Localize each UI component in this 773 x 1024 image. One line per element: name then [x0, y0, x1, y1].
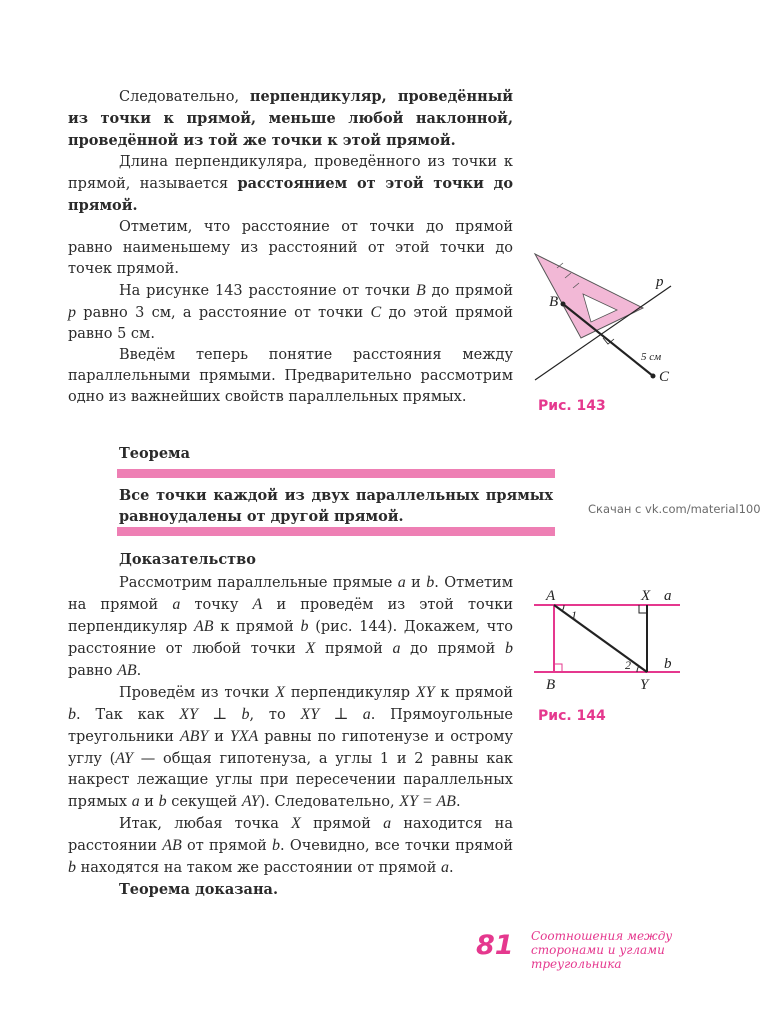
proof-heading: Доказательство — [119, 551, 256, 568]
paragraph-3: Отметим, что расстояние от точки до прямой равно наименьшему из расстояний от этой точки до точек прямой. — [68, 219, 513, 277]
figure-144 — [530, 585, 690, 695]
figure-143 — [525, 248, 685, 396]
label-y: Y — [640, 677, 649, 693]
point-c — [651, 374, 656, 379]
label-a-point: A — [546, 588, 556, 604]
label-angle-1: 1 — [571, 608, 577, 622]
page-number: 81 — [476, 930, 514, 961]
paragraph-4: На рисунке 143 расстояние от точки B до прямой p равно 3 см, а расстояние от точки C до этой прямой равно 5 см. — [68, 282, 513, 342]
chapter-title: Соотношения между сторонами и углами треугольника — [531, 929, 673, 971]
theorem-bottom-bar — [117, 527, 555, 536]
label-c: C — [659, 369, 670, 385]
point-b — [561, 302, 566, 307]
paragraph-2: Длина перпендикуляра, проведённого из точки к прямой, называется расстоянием от этой точки до прямой. — [68, 154, 514, 214]
theorem-top-bar — [117, 469, 555, 478]
label-line-b: b — [664, 656, 672, 672]
theorem-text: Все точки каждой из двух параллельных прямых равноудалены от другой прямой. — [119, 487, 553, 525]
proof-end: Теорема доказана. — [119, 881, 278, 898]
caption-fig-144: Рис. 144 — [538, 708, 606, 724]
label-line-a: a — [664, 588, 672, 604]
label-angle-2: 2 — [625, 658, 631, 672]
paragraph-5: Введём теперь понятие расстояния между параллельными прямыми. Предварительно рассмотрим одно из важнейших свойств параллельных прямых. — [68, 347, 513, 405]
text-column-top — [68, 86, 513, 408]
right-angle-b — [554, 664, 562, 672]
label-p: p — [656, 274, 664, 290]
caption-fig-143: Рис. 143 — [538, 398, 606, 414]
label-x: X — [641, 588, 651, 604]
watermark: Скачан с vk.com/material100 — [588, 502, 761, 516]
paragraph-7: Проведём из точки X перпендикуляр XY к прямой b. Так как XY ⊥ b, то XY ⊥ a. Прямоугольные треугольники ABY и YXA равны по гипотенузе и острому углу (AY — общая гипотенуза, а углы 1 и 2 равны как накрест лежащие углы при пересечении параллельных прямых a и b секущей AY). Следовательно, XY = AB. — [68, 684, 513, 810]
label-distance: 5 см — [641, 351, 662, 363]
label-b-point: B — [546, 677, 556, 693]
right-angle-x — [639, 605, 647, 613]
paragraph-1: Следовательно, перпендикуляр, проведённый из точки к прямой, меньше любой наклонной, проведённой из той же точки к этой прямой. — [68, 88, 513, 149]
paragraph-6: Рассмотрим параллельные прямые a и b. Отметим на прямой a точку A и проведём из этой точки перпендикуляр AB к прямой b (рис. 144). Докажем, что расстояние от любой точки X прямой a до прямой b равно AB. — [68, 574, 514, 679]
label-b: B — [549, 294, 559, 310]
theorem-heading: Теорема — [119, 445, 191, 462]
text-column-proof — [68, 572, 513, 900]
paragraph-8: Итак, любая точка X прямой a находится на расстоянии AB от прямой b. Очевидно, все точки прямой b находятся на таком же расстоянии от прямой a. — [68, 815, 513, 876]
segment-ay — [554, 605, 647, 672]
